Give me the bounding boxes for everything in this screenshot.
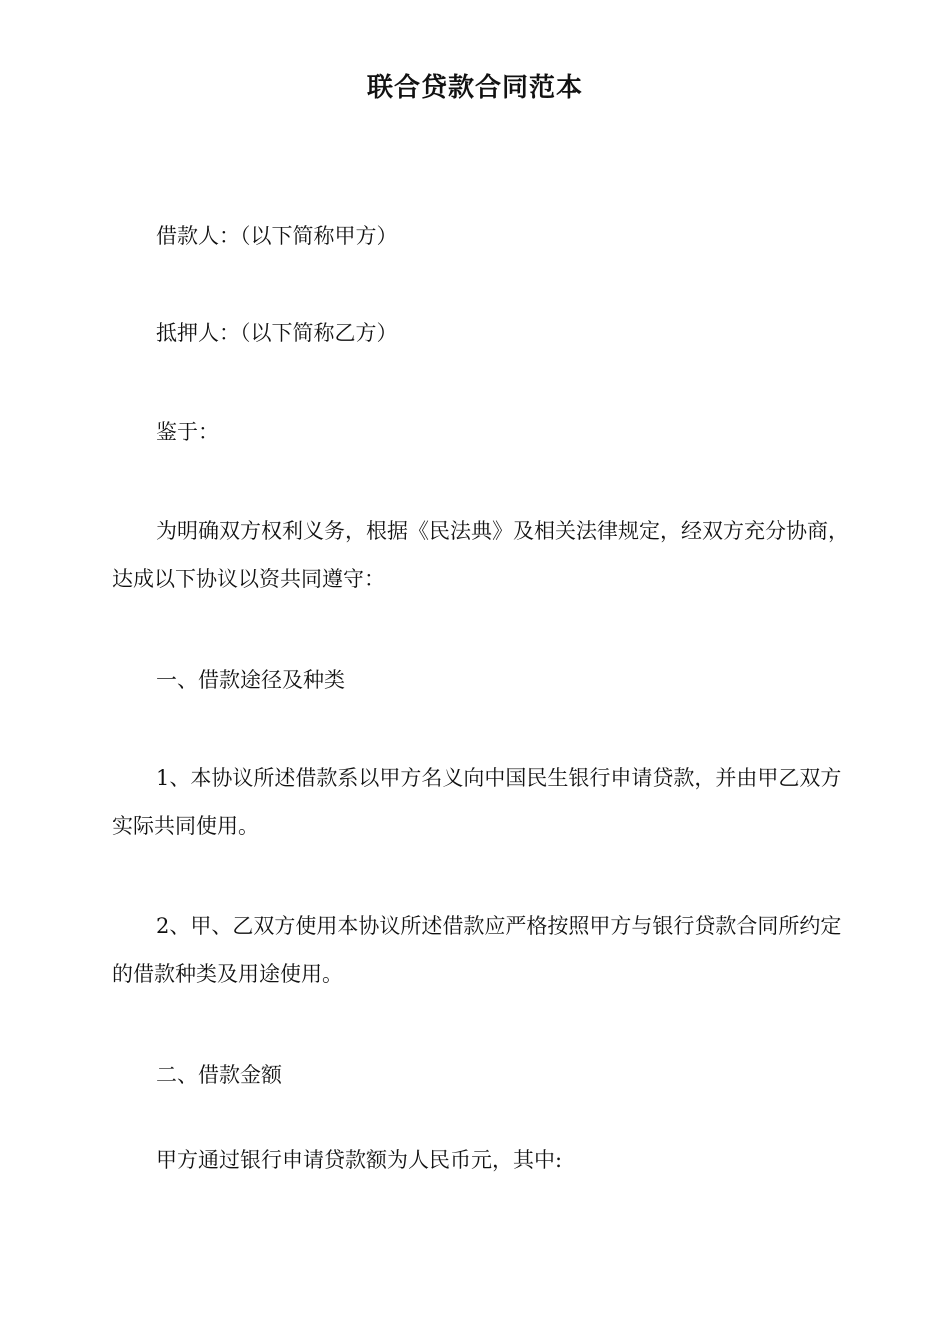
whereas-line: 鉴于： bbox=[156, 420, 219, 444]
borrower-line: 借款人：（以下简称甲方） bbox=[156, 224, 398, 248]
section-heading-loan-amount: 二、借款金额 bbox=[156, 1063, 282, 1087]
clause-1: 1、本协议所述借款系以甲方名义向中国民生银行申请贷款，并由甲乙双方实际共同使用。 bbox=[112, 766, 842, 838]
loan-amount-paragraph: 甲方通过银行申请贷款额为人民币元，其中: bbox=[156, 1148, 563, 1172]
mortgagor-line: 抵押人：（以下简称乙方） bbox=[156, 321, 398, 345]
preamble-paragraph: 为明确双方权利义务，根据《民法典》及相关法律规定，经双方充分协商，达成以下协议以资共同遵守： bbox=[112, 519, 849, 591]
document-title: 联合贷款合同范本 bbox=[366, 73, 583, 103]
section-heading-loan-channel: 一、借款途径及种类 bbox=[156, 668, 345, 692]
clause-2: 2、甲、乙双方使用本协议所述借款应严格按照甲方与银行贷款合同所约定的借款种类及用途使用。 bbox=[112, 914, 842, 986]
